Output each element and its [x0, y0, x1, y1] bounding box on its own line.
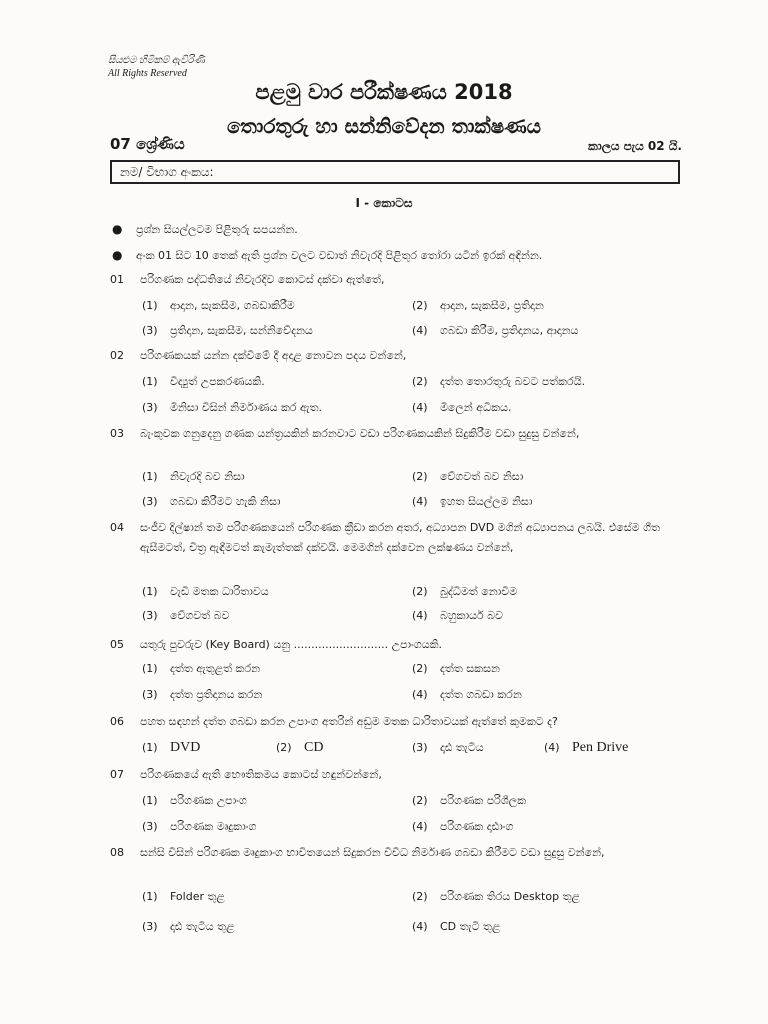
- bullet-icon: ●: [112, 222, 123, 236]
- question-number: 01: [110, 273, 124, 286]
- rights-notice: [108, 54, 205, 80]
- answer-option[interactable]: [412, 688, 522, 702]
- instruction-item: [112, 248, 542, 263]
- answer-option[interactable]: [412, 470, 523, 484]
- option-text: ගබඩා කිරීමට හැකි නිසා: [170, 495, 281, 508]
- option-number: (2): [412, 299, 428, 312]
- option-number: (3): [142, 495, 158, 508]
- option-number: (2): [412, 375, 428, 388]
- option-text: දෘඪ තැටිය: [440, 741, 484, 754]
- option-text: නිවැරදි බව නිසා: [170, 470, 245, 483]
- option-number: (4): [412, 324, 428, 337]
- option-text: විද්‍යුත් උපකරණයකි.: [170, 375, 265, 388]
- question-text: සන්සි විසින් පරිගණක මෘදුකාංග භාවිතයෙන් සිදුකරන විවිධ නිර්මාණ ගබඩා කිරීමට වඩා සුදුසු වන්නේ,: [140, 846, 605, 859]
- answer-option[interactable]: [142, 375, 265, 389]
- option-text: Folder තුළ: [170, 890, 225, 903]
- option-text: ආදාන, සැකසීම, ගබඩාකිරීම: [170, 299, 295, 312]
- option-number: (2): [412, 585, 428, 598]
- option-text: පරිගණක පරිශීලක: [440, 794, 527, 807]
- question: [110, 346, 670, 366]
- answer-option[interactable]: [412, 585, 517, 599]
- option-number: (1): [142, 299, 158, 312]
- option-text: පරිගණක තිරය Desktop තුළ: [440, 890, 580, 903]
- answer-option[interactable]: [412, 401, 512, 415]
- option-number: (3): [142, 324, 158, 337]
- option-text: ආදාන, සැකසීම, ප්‍රතිදාන: [440, 299, 544, 312]
- option-number: (3): [142, 609, 158, 622]
- answer-option[interactable]: [142, 324, 313, 338]
- answer-option[interactable]: [142, 688, 262, 702]
- option-number: (4): [412, 688, 428, 701]
- option-number: (2): [412, 890, 428, 903]
- option-number: (2): [412, 470, 428, 483]
- question-text: සංජීව දිල්ෂාන් තම පරිගණකයෙන් පරිගණක ක්‍රීඩා කරන අතර, අධ්‍යාපන DVD මගින් අධ්‍යාපනය ලබයි. එසේම ගීත ඇසීමටත්, චිත්‍ර ඇඳීමටත් කැමැත්තක් දක්වයි. මෙමගින් දක්වෙන ලක්ෂණය වන්නේ,: [140, 521, 660, 554]
- bullet-icon: ●: [112, 248, 123, 262]
- option-number: (1): [142, 470, 158, 483]
- option-text: ප්‍රතිදාන, සැකසීම, සන්නිවේදනය: [170, 324, 313, 337]
- subject-title: තොරතුරු හා සන්නිවේදන තාක්ෂණය: [226, 114, 542, 138]
- answer-option[interactable]: [412, 741, 484, 755]
- option-text: දත්ත ගබඩා කරන: [440, 688, 522, 701]
- question-text: පරිගණකයේ ඇති භෞතිකමය කොටස් හඳුන්වන්නේ,: [140, 768, 382, 781]
- answer-option[interactable]: [412, 609, 503, 623]
- answer-option[interactable]: [142, 609, 229, 623]
- time-label: කාලය පැය 02 යි.: [588, 139, 682, 153]
- answer-option[interactable]: [142, 470, 245, 484]
- answer-option[interactable]: [412, 820, 513, 834]
- question: [110, 270, 670, 290]
- question: [110, 765, 670, 785]
- answer-option[interactable]: [142, 299, 295, 313]
- question-text: පරිගණකයක් යන්න දක්වීමේ දී අදාළ නොවන පදය වන්නේ,: [140, 349, 407, 362]
- answer-option[interactable]: [412, 920, 500, 934]
- option-text: දත්ත සකසන: [440, 662, 500, 675]
- option-number: (1): [142, 585, 158, 598]
- question: [110, 635, 670, 655]
- option-number: (4): [412, 820, 428, 833]
- answer-option[interactable]: [412, 324, 578, 338]
- answer-option[interactable]: [412, 794, 526, 808]
- answer-option[interactable]: [412, 890, 580, 904]
- question: [110, 518, 670, 558]
- option-text: CD තැටි තුළ: [440, 920, 501, 933]
- option-number: (3): [142, 820, 158, 833]
- option-text: වේගවත් බව නිසා: [440, 470, 524, 483]
- option-text: දෘඪ තැටිය තුළ: [170, 920, 235, 933]
- option-number: (3): [412, 741, 428, 754]
- instruction-item: [112, 222, 298, 237]
- name-index-box[interactable]: [110, 160, 680, 184]
- option-number: (1): [142, 741, 158, 754]
- question-number: 06: [110, 715, 124, 728]
- option-text: බුද්ධිමත් නොවීම: [440, 585, 518, 598]
- answer-option[interactable]: [276, 740, 323, 756]
- option-number: (1): [142, 794, 158, 807]
- answer-option[interactable]: [142, 662, 260, 676]
- option-number: (2): [276, 741, 292, 754]
- question-text: බැංකුවක ගනුදෙනු ගණක යන්ත්‍රයකින් කරනවාට වඩා පරිගණකයකින් සිදුකිරීම වඩා සුදුසු වන්නේ,: [140, 427, 580, 440]
- option-number: (4): [412, 920, 428, 933]
- option-text: වේගවත් බව: [170, 609, 230, 622]
- option-number: (1): [142, 890, 158, 903]
- question-text: පහත සඳහන් දත්ත ගබඩා කරන උපාංග අතරින් අඩුම මතක ධාරිතාවයක් ඇත්තේ කුමකට ද?: [140, 715, 558, 728]
- option-text: පරිගණක උපාංග: [170, 794, 247, 807]
- question: [110, 712, 670, 732]
- question-number: 08: [110, 846, 124, 859]
- option-number: (3): [142, 688, 158, 701]
- option-number: (4): [544, 741, 560, 754]
- option-number: (4): [412, 401, 428, 414]
- option-text: බහුකාර්ය බව: [440, 609, 503, 622]
- option-number: (2): [412, 794, 428, 807]
- answer-option[interactable]: [412, 375, 585, 389]
- question-number: 03: [110, 427, 124, 440]
- option-number: (3): [142, 401, 158, 414]
- question-text: යතුරු පුවරුව (Key Board) යනු ........................... උපාංගයකි.: [140, 638, 443, 651]
- answer-option[interactable]: [142, 401, 322, 415]
- answer-option[interactable]: [142, 495, 281, 509]
- option-number: (1): [142, 662, 158, 675]
- option-text: CD: [304, 740, 324, 755]
- instruction-text: අංක 01 සිට 10 තෙක් ඇති ප්‍රශ්න වලට වඩාත් නිවැරදි පිළිතුර තෝරා යටින් ඉරක් අඳින්න.: [136, 249, 543, 262]
- name-index-label: නම/ විභාග අංකය:: [120, 165, 214, 179]
- answer-option[interactable]: [142, 890, 225, 904]
- option-number: (1): [142, 375, 158, 388]
- answer-option[interactable]: [412, 495, 532, 509]
- option-number: (4): [412, 609, 428, 622]
- question-text: පරිගණක පද්ධතියේ නිවැරදිව කොටස් දක්වා ඇත්තේ,: [140, 273, 385, 286]
- exam-title: පළමු වාර පරීක්ෂණය 2018: [255, 80, 513, 104]
- option-number: (3): [142, 920, 158, 933]
- instruction-text: ප්‍රශ්න සියල්ලටම පිළිතුරු සපයන්න.: [136, 223, 298, 236]
- answer-option[interactable]: [142, 740, 200, 756]
- question: [110, 424, 670, 444]
- option-text: මිනිසා විසින් නිර්මාණය කර ඇත.: [170, 401, 323, 414]
- section-heading: I - කොටස: [355, 196, 413, 210]
- question-number: 04: [110, 521, 124, 534]
- option-number: (4): [412, 495, 428, 508]
- answer-option[interactable]: [544, 740, 628, 756]
- question-number: 02: [110, 349, 124, 362]
- answer-option[interactable]: [142, 820, 256, 834]
- option-text: දත්ත ප්‍රතිදානය කරන: [170, 688, 263, 701]
- option-text: පරිගණක මෘදුකාංග: [170, 820, 257, 833]
- option-text: මිලෙන් අධිකය.: [440, 401, 512, 414]
- question-number: 07: [110, 768, 124, 781]
- question: [110, 843, 670, 863]
- answer-option[interactable]: [142, 585, 269, 599]
- option-text: දත්ත තොරතුරු බවට පත්කරයි.: [440, 375, 586, 388]
- option-text: ගබඩා කිරීම, ප්‍රතිදානය, ආදානය: [440, 324, 579, 337]
- answer-option[interactable]: [142, 794, 247, 808]
- answer-option[interactable]: [412, 662, 500, 676]
- option-text: DVD: [170, 740, 201, 755]
- answer-option[interactable]: [412, 299, 544, 313]
- option-text: ඉහත සියල්ලම නිසා: [440, 495, 533, 508]
- question-number: 05: [110, 638, 124, 651]
- option-number: (2): [412, 662, 428, 675]
- rights-en: All Rights Reserved: [108, 68, 187, 79]
- rights-si: සියළුම හිමිකම් ඇවිරිණි: [108, 55, 205, 66]
- grade-label: 07 ශ්‍රේණිය: [110, 135, 185, 153]
- option-text: වැඩි මතක ධාරිතාවය: [170, 585, 269, 598]
- answer-option[interactable]: [142, 920, 234, 934]
- option-text: Pen Drive: [572, 740, 629, 755]
- option-text: දත්ත ඇතුළත් කරන: [170, 662, 261, 675]
- option-text: පරිගණක දෘඪාංග: [440, 820, 514, 833]
